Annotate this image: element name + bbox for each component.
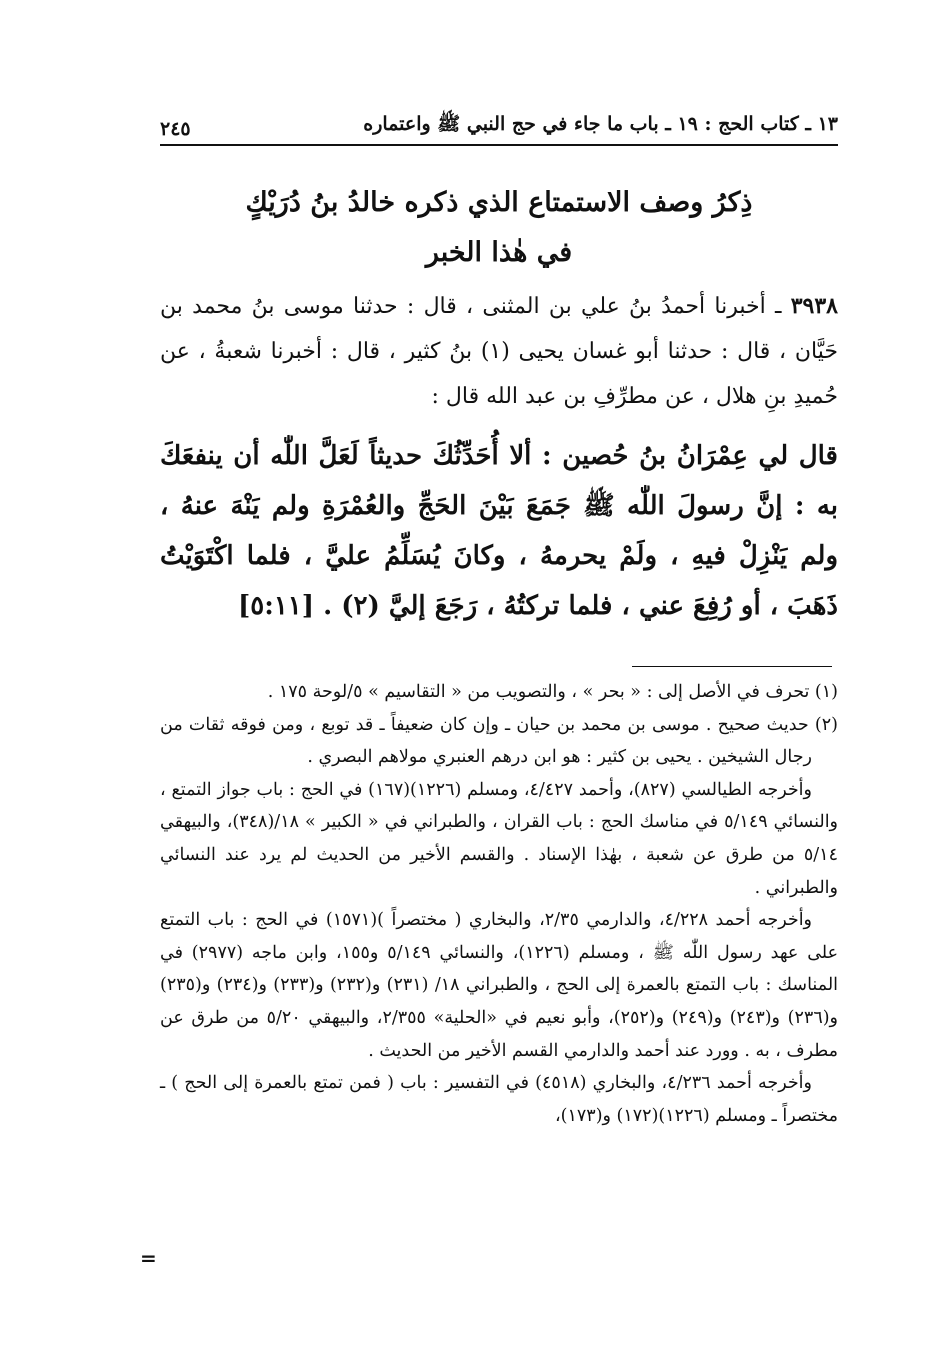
hadith-isnad: ـ أخبرنا أحمدُ بنُ علي بن المثنى ، قال : حدثنا موسى بنُ محمد بن حَيَّان ، قال : حدثنا أبو غسان يحيى (١) بنُ كثير ، قال : أخبرنا شعبةُ ، عن حُميدِ بنِ هلال ، عن مطرِّفِ بن عبد الله قال : bbox=[160, 294, 838, 409]
footnote-separator bbox=[632, 666, 832, 667]
heading-line-2: في هٰذا الخبر bbox=[425, 237, 573, 268]
footnote-paragraph-1: وأخرجه الطيالسي (٨٢٧)، وأحمد ٤/٤٢٧، ومسلم (١٢٢٦)(١٦٧) في الحج : باب جواز التمتع ، والنسائي ٥/١٤٩ في مناسك الحج : باب القران ، والطبراني في « الكبير » ١٨/(٣٤٨)، والبيهقي ٥/١٤ من طرق عن شعبة ، بهٰذا الإسناد . والقسم الأخير من الحديث لم يرد عند النسائي والطبراني . bbox=[160, 779, 839, 898]
footnote-paragraph-2: وأخرجه أحمد ٤/٢٢٨، والدارمي ٢/٣٥، والبخاري ( مختصراً )(١٥٧١) في الحج : باب التمتع على عهد رسول اللّٰه ﷺ ، ومسلم (١٢٢٦)، والنسائي ٥/١٤٩ و١٥٥، وابن ماجه (٢٩٧٧) في المناسك : باب التمتع بالعمرة إلى الحج ، والطبراني ١٨/ (٢٣١) و(٢٣٢) و(٢٣٣) و(٢٣٤) و(٢٣٥) و(٢٣٦) و(٢٤٣) و(٢٤٩) و(٢٥٢)، وأبو نعيم في «الحلية» ٢/٣٥٥، والبيهقي ٥/٢٠ من طرق عن مطرف ، به . وورد عند أحمد والدارمي القسم الأخير من الحديث . bbox=[160, 910, 839, 1061]
page-number: ٢٤٥ bbox=[160, 118, 191, 140]
chapter-heading bbox=[160, 178, 838, 278]
footnote-1: (١) تحرف في الأصل إلى : « بحر » ، والتصويب من « التقاسيم » ٥/لوحة ١٧٥ . bbox=[267, 682, 838, 702]
heading-line-1: ذِكرُ وصف الاستمتاع الذي ذكره خالدُ بنُ دُرَيْكٍ bbox=[245, 187, 753, 218]
hadith-body bbox=[160, 284, 838, 631]
footnotes bbox=[160, 676, 838, 1132]
footnote-2: (٢) حديث صحيح . موسى بن محمد بن حيان ـ وإن كان ضعيفاً ـ قد توبع ، ومن فوقه ثقات من رجال الشيخين . يحيى بن كثير : هو ابن درهم العنبري مولاهم البصري . bbox=[160, 714, 838, 768]
running-title: ١٣ ـ كتاب الحج : ١٩ ـ باب ما جاء في حج النبي ﷺ واعتماره bbox=[363, 113, 838, 135]
hadith-matn: قال لي عِمْرَانُ بنُ حُصين : ألا أُحَدِّثُكَ حديثاً لَعَلَّ اللّٰه أن ينفعَكَ به : إنَّ رسولَ اللّٰه ﷺ جَمَعَ بَيْنَ الحَجِّ والعُمْرَةِ ولم يَنْهَ عنهُ ، ولم يَنْزِلْ فيهِ ، ولَمْ يحرمهُ ، وكانَ يُسَلِّمُ عليَّ ، فلما اكْتَوَيْتُ ذَهَبَ ، أو رُفِعَ عني ، فلما تركتُهُ ، رَجَعَ إليَّ (٢) . [٥:١١] bbox=[160, 441, 838, 621]
page-header bbox=[160, 112, 838, 146]
continuation-mark: = bbox=[140, 1246, 157, 1270]
footnote-paragraph-3: وأخرجه أحمد ٤/٢٣٦، والبخاري (٤٥١٨) في التفسير : باب ( فمن تمتع بالعمرة إلى الحج ) ـ مختصراً ـ ومسلم (١٢٢٦)(١٧٢) و(١٧٣)، bbox=[160, 1073, 838, 1126]
hadith-isnad-paragraph bbox=[160, 284, 838, 419]
hadith-number: ٣٩٣٨ bbox=[790, 293, 838, 319]
